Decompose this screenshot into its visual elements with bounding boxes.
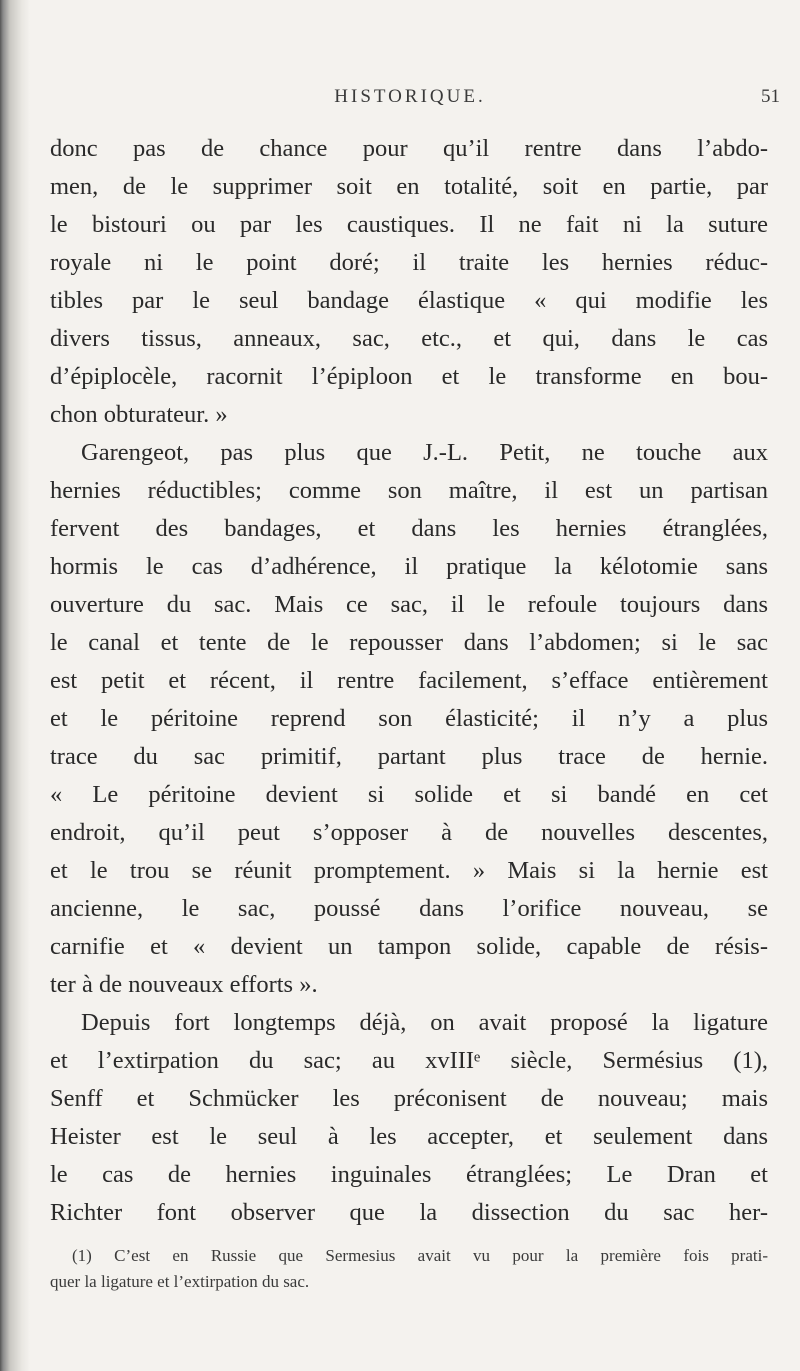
text-line: endroit, qu’il peut s’opposer à de nouvelles descentes, — [50, 819, 768, 846]
text-line: trace du sac primitif, partant plus trace de hernie. — [50, 743, 768, 770]
running-header — [40, 86, 780, 116]
running-title: HISTORIQUE. — [334, 86, 486, 107]
page-number: 51 — [761, 86, 780, 107]
text-line: « Le péritoine devient si solide et si bandé en cet — [50, 781, 768, 808]
text-line: Senff et Schmücker les préconisent de nouveau; mais — [50, 1085, 768, 1112]
text-line: hormis le cas d’adhérence, il pratique la kélotomie sans — [50, 553, 768, 580]
text-line: ter à de nouveaux efforts ». — [50, 971, 318, 998]
text-line: d’épiplocèle, racornit l’épiploon et le transforme en bou- — [50, 363, 768, 390]
paragraph-start-line: Garengeot, pas plus que J.-L. Petit, ne touche aux — [81, 439, 768, 466]
text-line: ancienne, le sac, poussé dans l’orifice nouveau, se — [50, 895, 768, 922]
text-line: et le péritoine reprend son élasticité; il n’y a plus — [50, 705, 768, 732]
text-line: donc pas de chance pour qu’il rentre dans l’abdo- — [50, 135, 768, 162]
text-line: royale ni le point doré; il traite les hernies réduc- — [50, 249, 768, 276]
text-line: le bistouri ou par les caustiques. Il ne fait ni la suture — [50, 211, 768, 238]
footnote-line: quer la ligature et l’extirpation du sac. — [50, 1272, 310, 1291]
footnote-line: (1) C’est en Russie que Sermesius avait vu pour la première fois prati- — [72, 1246, 768, 1265]
text-line: le canal et tente de le repousser dans l’abdomen; si le sac — [50, 629, 768, 656]
text-line: chon obturateur. » — [50, 401, 228, 428]
text-line: men, de le supprimer soit en totalité, soit en partie, par — [50, 173, 768, 200]
text-line: et le trou se réunit promptement. » Mais si la hernie est — [50, 857, 768, 884]
text-line: le cas de hernies inguinales étranglées; Le Dran et — [50, 1161, 768, 1188]
text-line: hernies réductibles; comme son maître, il est un partisan — [50, 477, 768, 504]
text-line: est petit et récent, il rentre facilement, s’efface entièrement — [50, 667, 768, 694]
text-line: et l’extirpation du sac; au xvIIIᵉ siècle, Sermésius (1), — [50, 1047, 768, 1074]
text-line: fervent des bandages, et dans les hernies étranglées, — [50, 515, 768, 542]
footnote — [50, 1243, 768, 1295]
text-line: divers tissus, anneaux, sac, etc., et qui, dans le cas — [50, 325, 768, 352]
text-line: tibles par le seul bandage élastique « qui modifie les — [50, 287, 768, 314]
text-line: Heister est le seul à les accepter, et seulement dans — [50, 1123, 768, 1150]
text-line: ouverture du sac. Mais ce sac, il le refoule toujours dans — [50, 591, 768, 618]
paragraph-start-line: Depuis fort longtemps déjà, on avait proposé la ligature — [81, 1009, 768, 1036]
text-line: Richter font observer que la dissection du sac her- — [50, 1199, 768, 1226]
text-line: carnifie et « devient un tampon solide, capable de résis- — [50, 933, 768, 960]
body-text — [50, 130, 768, 1232]
